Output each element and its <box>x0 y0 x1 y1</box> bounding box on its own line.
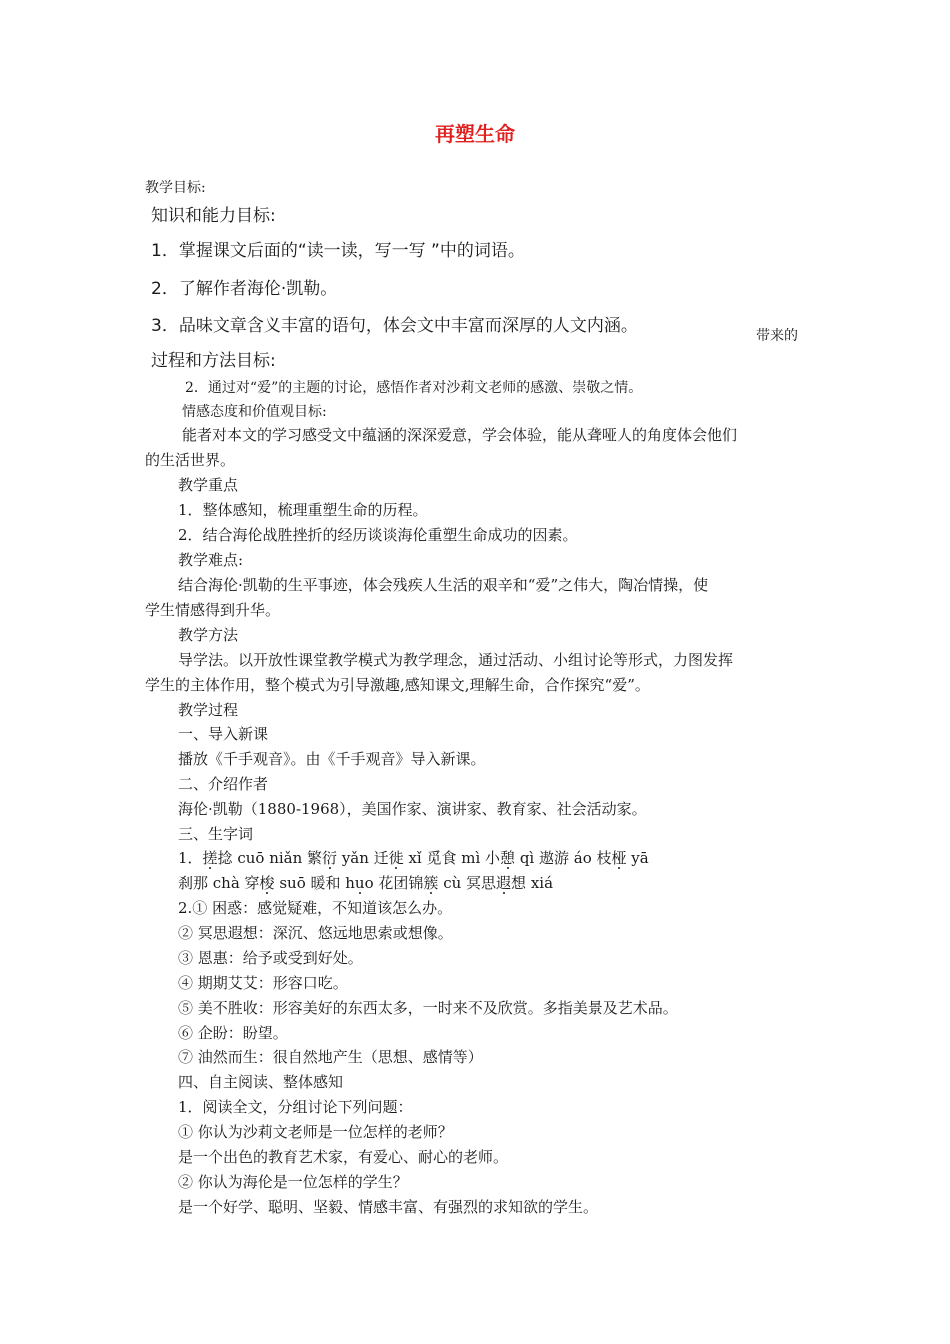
definition-item: ④ 期期艾艾：形容口吃。 <box>178 974 348 992</box>
section-text: 播放《千手观音》。由《千手观音》导入新课。 <box>178 750 486 768</box>
answer: 是一个好学、聪明、坚毅、情感丰富、有强烈的求知欲的学生。 <box>178 1198 599 1216</box>
vocab-row: 刹那 chà 穿梭 suō 暖和 hu o 花团锦簇 cù 冥思遐 想 xiá <box>178 874 554 892</box>
section-heading: 四、自主阅读、整体感知 <box>178 1073 344 1091</box>
emotion-heading: 情感态度和价值观目标: <box>182 404 327 420</box>
side-fragment: 带来的 <box>756 328 798 344</box>
definition-item: ⑤ 美不胜收：形容美好的东西太多，一时来不及欣赏。多指美景及艺术品。 <box>178 999 678 1017</box>
definition-item: ⑦ 油然而生：很自然地产生（思想、感情等） <box>178 1048 483 1066</box>
emotion-text: 能者对本文的学习感受文中蕴涵的深深爱意，学会体验，能从聋哑人的角度体会他们 <box>182 426 738 444</box>
knowledge-item: 1．掌握课文后面的“读一读，写一写 ”中的词语。 <box>151 241 525 261</box>
section-text: 1．阅读全文，分组讨论下列问题： <box>178 1098 413 1116</box>
method-heading: 教学方法 <box>178 626 239 644</box>
question: ① 你认为沙莉文老师是一位怎样的老师？ <box>178 1123 453 1141</box>
definition-item: ⑥ 企盼：盼望。 <box>178 1024 288 1042</box>
definition-item: ② 冥思遐想：深沉、悠远地思索或想像。 <box>178 924 453 942</box>
emotion-text: 的生活世界。 <box>145 451 236 469</box>
definition-item: 2.① 困惑：感觉疑难，不知道该怎么办。 <box>178 899 453 917</box>
question: ② 你认为海伦是一位怎样的学生？ <box>178 1173 408 1191</box>
focus-item: 1．整体感知，梳理重塑生命的历程。 <box>178 501 428 519</box>
difficulty-heading: 教学难点: <box>178 551 244 569</box>
section-heading: 二、介绍作者 <box>178 775 269 793</box>
process-section-heading: 教学过程 <box>178 701 239 719</box>
answer: 是一个出色的教育艺术家，有爱心、耐心的老师。 <box>178 1148 509 1166</box>
definition-item: ③ 恩惠：给予或受到好处。 <box>178 949 363 967</box>
section-heading: 三、生字词 <box>178 825 254 843</box>
difficulty-text: 学生情感得到升华。 <box>145 601 281 619</box>
knowledge-item: 3．品味文章含义丰富的语句，体会文中丰富而深厚的人文内涵。 <box>151 316 638 336</box>
section-text: 海伦·凯勒（1880-1968），美国作家、演讲家、教育家、社会活动家。 <box>178 800 647 818</box>
page-title: 再塑生命 <box>435 122 515 146</box>
process-heading: 过程和方法目标: <box>151 351 276 371</box>
knowledge-heading: 知识和能力目标: <box>151 206 276 226</box>
method-text: 学生的主体作用，整个模式为引导激趣,感知课文,理解生命，合作探究“爱”。 <box>145 676 650 694</box>
goals-label: 教学目标: <box>145 180 206 196</box>
difficulty-text: 结合海伦·凯勒的生平事迹，体会残疾人生活的艰辛和“爱”之伟大，陶冶情操，使 <box>178 576 709 594</box>
vocab-row: 1．搓 捻 cuō niǎn 繁衍 yǎn 迁徙 xǐ 觅食 mì 小憩 qì 遨游 áo 枝桠 yā <box>178 849 649 867</box>
section-heading: 一、导入新课 <box>178 725 269 743</box>
process-item: 2．通过对“爱”的主题的讨论，感悟作者对沙莉文老师的感激、崇敬之情。 <box>185 380 643 396</box>
method-text: 导学法。以开放性课堂教学模式为教学理念，通过活动、小组讨论等形式，力图发挥 <box>178 651 734 669</box>
knowledge-item: 2．了解作者海伦·凯勒。 <box>151 279 338 299</box>
focus-item: 2．结合海伦战胜挫折的经历谈谈海伦重塑生命成功的因素。 <box>178 526 578 544</box>
focus-heading: 教学重点 <box>178 476 239 494</box>
